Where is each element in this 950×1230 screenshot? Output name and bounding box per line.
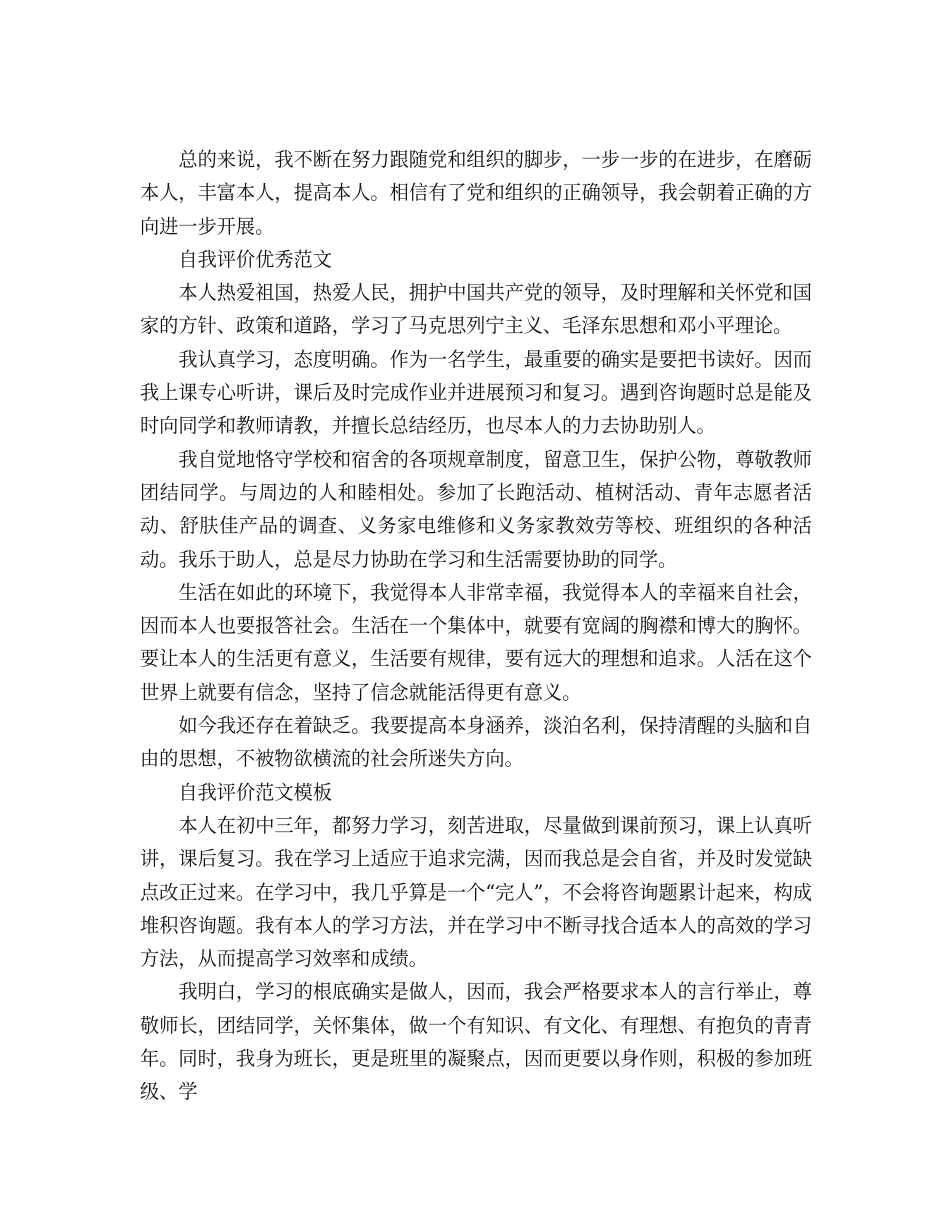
paragraph-shortcomings: 如今我还存在着缺乏。我要提高本身涵养，淡泊名利，保持清醒的头脑和自由的思想，不被物欲横流的社会所迷失方向。 xyxy=(140,714,812,771)
paragraph-conduct: 我明白，学习的根底确实是做人，因而，我会严格要求本人的言行举止，尊敬师长，团结同学，关怀集体，做一个有知识、有文化、有理想、有抱负的青青年。同时，我身为班长，更是班里的凝聚点，因而更要以身作则，积极的参加班级、学 xyxy=(140,980,812,1104)
document-body xyxy=(140,143,812,1109)
section-heading-excellent-sample: 自我评价优秀范文 xyxy=(178,247,332,271)
paragraph-summary: 总的来说，我不断在努力跟随党和组织的脚步，一步一步的在进步，在磨砺本人，丰富本人，提高本人。相信有了党和组织的正确领导，我会朝着正确的方向进一步开展。 xyxy=(140,148,812,238)
section-heading-template: 自我评价范文模板 xyxy=(178,780,332,804)
paragraph-junior-high-study: 本人在初中三年，都努力学习，刻苦进取，尽量做到课前预习，课上认真听讲，课后复习。我在学习上适应于追求完满，因而我总是会自省，并及时发觉缺点改正过来。在学习中，我几乎算是一个“完人”，不会将咨询题累计起来，构成堆积咨询题。我有本人的学习方法，并在学习中不断寻找合适本人的高效的学习方法，从而提高学习效率和成绩。 xyxy=(140,813,812,971)
paragraph-discipline: 我自觉地恪守学校和宿舍的各项规章制度，留意卫生，保护公物，尊敬教师团结同学。与周边的人和睦相处。参加了长跑活动、植树活动、青年志愿者活动、舒肤佳产品的调查、义务家电维修和义务家教效劳等校、班组织的各种活动。我乐于助人，总是尽力协助在学习和生活需要协助的同学。 xyxy=(140,447,812,571)
paragraph-life-outlook: 生活在如此的环境下，我觉得本人非常幸福，我觉得本人的幸福来自社会，因而本人也要报答社会。生活在一个集体中，就要有宽阔的胸襟和博大的胸怀。要让本人的生活更有意义，生活要有规律，要有远大的理想和追求。人活在这个世界上就要有信念，坚持了信念就能活得更有意义。 xyxy=(140,580,812,704)
paragraph-study-attitude: 我认真学习，态度明确。作为一名学生，最重要的确实是要把书读好。因而我上课专心听讲，课后及时完成作业并进展预习和复习。遇到咨询题时总是能及时向同学和教师请教，并擅长总结经历，也尽本人的力去协助别人。 xyxy=(140,347,812,438)
paragraph-patriotism: 本人热爱祖国，热爱人民，拥护中国共产党的领导，及时理解和关怀党和国家的方针、政策和道路，学习了马克思列宁主义、毛泽东思想和邓小平理论。 xyxy=(140,281,812,338)
